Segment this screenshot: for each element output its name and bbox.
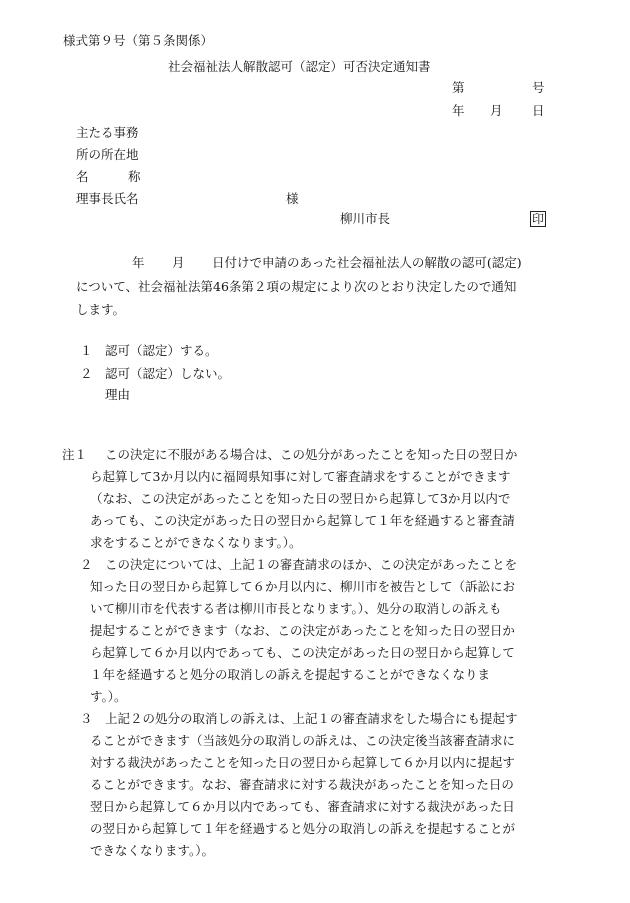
note-3-line: 上記２の処分の取消しの訴えは、上記１の審査請求をした場合にも提起す <box>105 711 518 726</box>
body-month: 月 <box>172 255 185 270</box>
note-3-line: ることができます（当該処分の取消しの訴えは、この決定後当該審査請求に <box>90 733 516 748</box>
note-1-prefix: 注１ <box>62 447 88 462</box>
document-title: 社会福祉法人解散認可（認定）可否決定通知書 <box>168 59 431 74</box>
note-2-line: ら起算して６か月以内であっても、この決定があった日の翌日から起算して <box>90 645 515 660</box>
name-label-1: 名 <box>76 169 89 184</box>
option-2-number: ２ <box>80 366 93 381</box>
note-2-line: いて柳川市を代表する者は柳川市長となります。）、処分の取消しの訴えも <box>90 601 502 616</box>
issuer-name: 柳川市長 <box>340 211 391 226</box>
note-2-line: 提起することができます（なお、この決定があったことを知った日の翌日か <box>90 623 515 638</box>
note-3-line: ることができます。なお、審査請求に対する裁決があったことを知った日の <box>90 777 514 792</box>
office-address-label-2: 所の所在地 <box>76 147 139 162</box>
office-address-label-1: 主たる事務 <box>76 125 139 140</box>
note-1-line: この決定に不服がある場合は、この処分があったことを知った日の翌日か <box>105 447 518 462</box>
date-month-label: 月 <box>490 103 503 118</box>
note-1-line: （なお、この決定があったことを知った日の翌日から起算して3か月以内で <box>90 491 511 506</box>
option-1-number: １ <box>80 343 93 358</box>
note-1-line: 求をすることができなくなります。）。 <box>90 535 302 550</box>
body-year: 年 <box>132 255 145 270</box>
date-day-label: 日 <box>532 103 545 118</box>
option-1-text: 認可（認定）する。 <box>105 343 218 358</box>
chair-name-label: 理事長氏名 <box>76 191 139 206</box>
note-2-line: １年を経過すると処分の取消しの訴えを提起することができなくなりま <box>90 667 491 682</box>
body-line-1: 日付けで申請のあった社会福祉法人の解散の認可(認定) <box>212 255 522 270</box>
name-label-2: 称 <box>128 169 141 184</box>
note-3-line: の翌日から起算して１年を経過すると処分の取消しの訴えを提起することが <box>90 821 516 836</box>
note-2-line: す。）。 <box>90 689 127 704</box>
option-2-text: 認可（認定）しない。 <box>105 366 231 381</box>
body-line-3: します。 <box>76 302 126 317</box>
reason-label: 理由 <box>105 387 131 402</box>
form-label: 様式第９号（第５条関係） <box>63 33 214 48</box>
note-2-line: この決定については、上記１の審査請求のほか、この決定があったことを <box>105 557 518 572</box>
note-3-line: 翌日から起算して６か月以内であっても、審査請求に対する裁決があった日 <box>90 799 515 814</box>
note-3-line: できなくなります。）。 <box>90 843 215 858</box>
note-2-line: 知った日の翌日から起算して６か月以内に、柳川市を被告として（訴訟にお <box>90 579 516 594</box>
note-3-line: 対する裁決があったことを知った日の翌日から起算して６か月以内に提起す <box>90 755 515 770</box>
honorific: 様 <box>286 191 299 206</box>
body-line-2: について、社会福祉法第46条第２項の規定により次のとおり決定したので通知 <box>76 279 517 294</box>
note-1-line: あっても、この決定があった日の翌日から起算して１年を経過すると審査請 <box>90 513 515 528</box>
number-suffix: 号 <box>532 80 545 95</box>
seal-mark: 印 <box>532 212 545 226</box>
note-2-prefix: ２ <box>80 557 93 572</box>
number-prefix: 第 <box>452 80 465 95</box>
note-3-prefix: ３ <box>80 711 93 726</box>
date-year-label: 年 <box>452 103 465 118</box>
note-1-line: ら起算して3か月以内に福岡県知事に対して審査請求をすることができます <box>90 469 511 484</box>
